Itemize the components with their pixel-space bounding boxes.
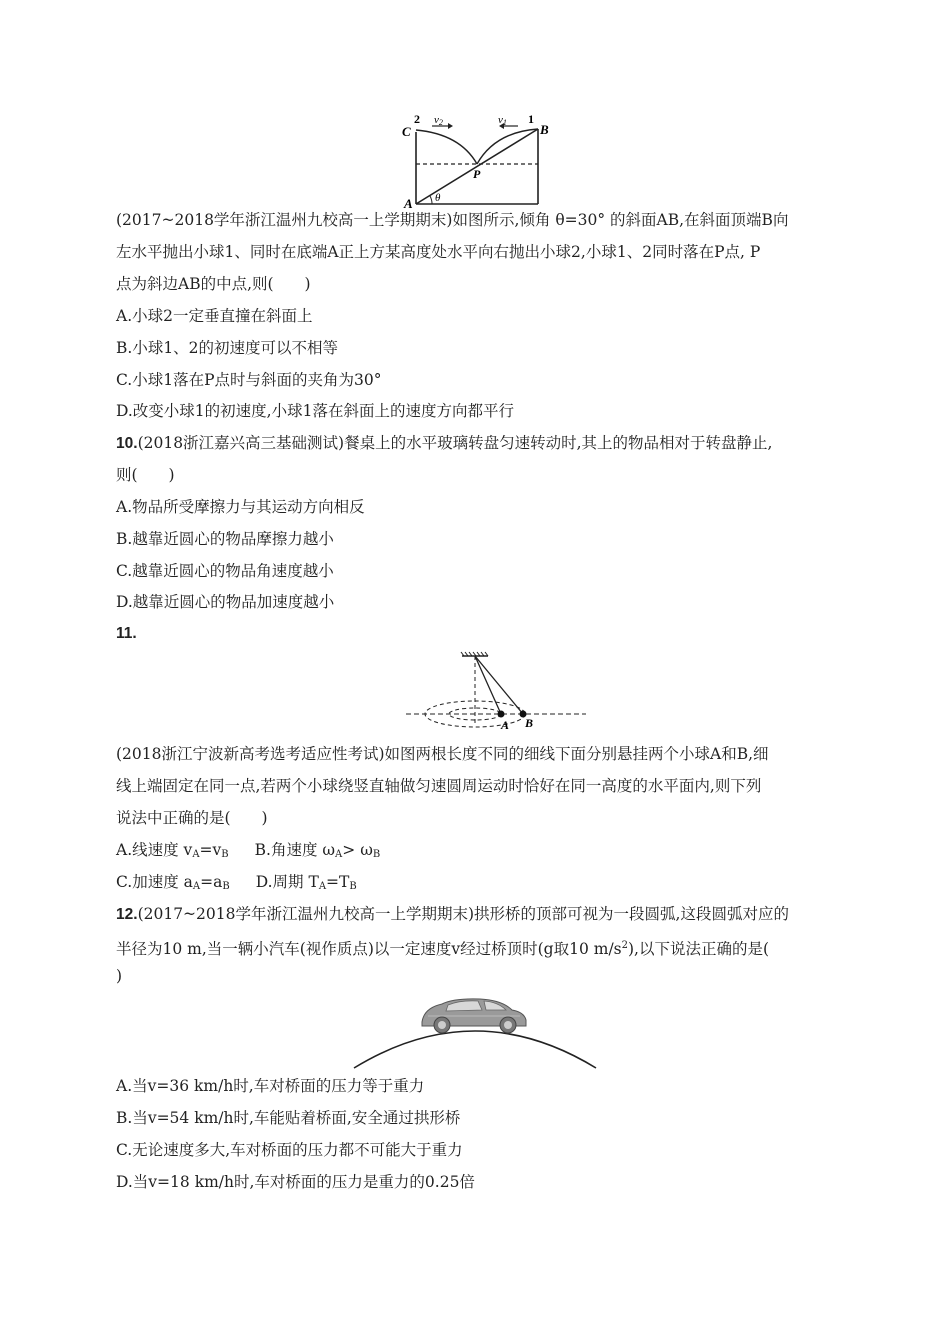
q10-stem-line2: 则( )	[116, 466, 175, 484]
q9-stem-line3: 点为斜边AB的中点,则( )	[116, 275, 311, 293]
car-icon	[422, 999, 526, 1033]
incline-projectile-figure	[400, 112, 560, 212]
q9-stem-line1: (2017~2018学年浙江温州九校高一上学期期末)如图所示,倾角 θ=30° 的斜面AB,在斜面顶端B向	[116, 211, 789, 229]
q11-option-d: D.周期 $T_A=T_B$	[255, 873, 357, 892]
label-A: A	[501, 718, 510, 732]
q9-option-c: C.小球1落在P点时与斜面的夹角为30°	[116, 371, 382, 389]
q11-stem-line3: 说法中正确的是( )	[116, 809, 268, 827]
label-A: A	[404, 196, 413, 211]
q10-option-d: D.越靠近圆心的物品加速度越小	[116, 593, 335, 611]
q10-option-a: A.物品所受摩擦力与其运动方向相反	[116, 498, 365, 516]
label-P: P	[473, 167, 481, 181]
label-B: B	[525, 716, 534, 730]
q12-stem-line2: 半径为10 m,当一辆小汽车(视作质点)以一定速度v经过桥顶时(g取10 $m/s^2$),以下说法正确的是(	[116, 940, 770, 958]
label-v1: v1	[498, 114, 507, 127]
q9-stem-line2: 左水平抛出小球1、同时在底端A正上方某高度处水平向右抛出小球2,小球1、2同时落在P点, P	[116, 243, 761, 261]
q12-option-c: C.无论速度多大,车对桥面的压力都不可能大于重力	[116, 1141, 463, 1159]
q11-option-c: C.加速度 $a_A=a_B$	[116, 873, 230, 892]
q9-option-d: D.改变小球1的初速度,小球1落在斜面上的速度方向都平行	[116, 402, 514, 420]
q9-option-a: A.小球2一定垂直撞在斜面上	[116, 307, 313, 325]
arch-bridge-figure	[350, 996, 600, 1076]
q12-option-b: B.当v=54 km/h时,车能贴着桥面,安全通过拱形桥	[116, 1109, 461, 1127]
q12-stem-line1: 12.(2017~2018学年浙江温州九校高一上学期期末)拱形桥的顶部可视为一段圆弧,这段圆弧对应的	[116, 905, 789, 923]
q11-stem-line1: (2018浙江宁波新高考选考适应性考试)如图两根长度不同的细线下面分别悬挂两个小球A和B,细	[116, 745, 769, 763]
conical-pendulum-figure	[400, 652, 590, 732]
q12-option-d: D.当v=18 km/h时,车对桥面的压力是重力的0.25倍	[116, 1173, 475, 1191]
q10-option-c: C.越靠近圆心的物品角速度越小	[116, 562, 334, 580]
label-2: 2	[414, 112, 420, 126]
q11-option-a: A.线速度 $v_A=v_B$	[116, 841, 229, 860]
q9-option-b: B.小球1、2的初速度可以不相等	[116, 339, 339, 357]
q12-stem-line3: )	[116, 967, 123, 985]
q10-stem-line1: 10.(2018浙江嘉兴高三基础测试)餐桌上的水平玻璃转盘匀速转动时,其上的物品相对于转盘静止,	[116, 434, 773, 452]
label-theta: θ	[435, 192, 441, 204]
q11-options-row1	[116, 840, 380, 865]
q10-number: 10.	[116, 435, 138, 452]
label-C: C	[402, 124, 411, 139]
q11-option-b: B.角速度 $\omega_A> \omega_B$	[254, 841, 381, 860]
q10-option-b: B.越靠近圆心的物品摩擦力越小	[116, 530, 334, 548]
q11-options-row2	[116, 872, 357, 897]
label-v2: v2	[434, 114, 443, 127]
q12-number: 12.	[116, 906, 138, 923]
label-1: 1	[528, 112, 534, 126]
q12-option-a: A.当v=36 km/h时,车对桥面的压力等于重力	[116, 1077, 425, 1095]
q11-number: 11.	[116, 625, 137, 642]
label-B: B	[540, 122, 549, 137]
q11-stem-line2: 线上端固定在同一点,若两个小球绕竖直轴做匀速圆周运动时恰好在同一高度的水平面内,则下列	[116, 777, 762, 795]
